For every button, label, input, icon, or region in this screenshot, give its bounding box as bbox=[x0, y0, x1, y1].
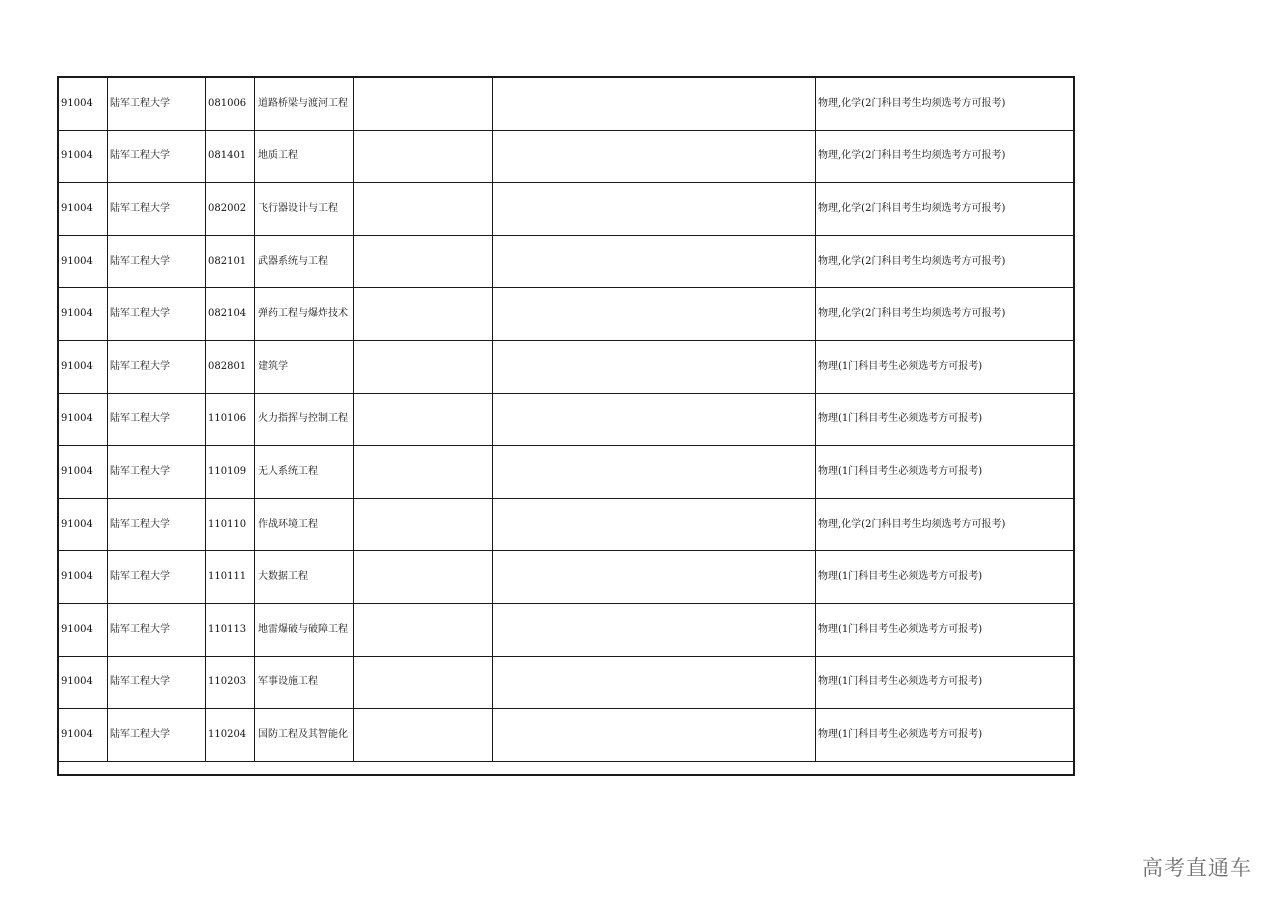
major-name-cell: 大数据工程 bbox=[255, 551, 354, 604]
table-row bbox=[59, 498, 1075, 551]
major-name-cell: 军事设施工程 bbox=[255, 656, 354, 709]
school-name-cell: 陆军工程大学 bbox=[108, 183, 206, 236]
subject-requirement-cell: 物理(1门科目考生必须选考方可报考) bbox=[816, 393, 1075, 446]
table-row bbox=[59, 551, 1075, 604]
school-name-cell: 陆军工程大学 bbox=[108, 498, 206, 551]
empty-cell bbox=[354, 498, 493, 551]
empty-cell bbox=[493, 393, 816, 446]
empty-cell bbox=[493, 340, 816, 393]
major-name-cell: 无人系统工程 bbox=[255, 446, 354, 499]
table-row bbox=[59, 340, 1075, 393]
empty-cell bbox=[493, 235, 816, 288]
major-name-cell: 国防工程及其智能化 bbox=[255, 709, 354, 762]
empty-cell bbox=[493, 709, 816, 762]
major-code-cell: 082002 bbox=[206, 183, 255, 236]
table-row bbox=[59, 130, 1075, 183]
school-name-cell: 陆军工程大学 bbox=[108, 656, 206, 709]
table-row bbox=[59, 446, 1075, 499]
school-name-cell: 陆军工程大学 bbox=[108, 603, 206, 656]
school-name-cell: 陆军工程大学 bbox=[108, 130, 206, 183]
watermark-text: 高考直通车 bbox=[1142, 856, 1252, 880]
subject-requirement-cell: 物理,化学(2门科目考生均须选考方可报考) bbox=[816, 78, 1075, 131]
empty-cell bbox=[354, 183, 493, 236]
major-code-cell: 110106 bbox=[206, 393, 255, 446]
subject-requirement-cell: 物理,化学(2门科目考生均须选考方可报考) bbox=[816, 130, 1075, 183]
empty-cell bbox=[493, 78, 816, 131]
empty-cell bbox=[354, 656, 493, 709]
major-code-cell: 082801 bbox=[206, 340, 255, 393]
major-code-cell: 081401 bbox=[206, 130, 255, 183]
school-code-cell: 91004 bbox=[59, 446, 108, 499]
major-code-cell: 110204 bbox=[206, 709, 255, 762]
table-row bbox=[59, 709, 1075, 762]
subject-requirement-cell: 物理,化学(2门科目考生均须选考方可报考) bbox=[816, 498, 1075, 551]
table-row bbox=[59, 656, 1075, 709]
subject-requirement-cell: 物理(1门科目考生必须选考方可报考) bbox=[816, 340, 1075, 393]
major-code-cell: 082104 bbox=[206, 288, 255, 341]
subject-requirement-cell: 物理,化学(2门科目考生均须选考方可报考) bbox=[816, 235, 1075, 288]
major-name-cell: 地雷爆破与破障工程 bbox=[255, 603, 354, 656]
school-name-cell: 陆军工程大学 bbox=[108, 446, 206, 499]
school-code-cell: 91004 bbox=[59, 498, 108, 551]
subject-requirement-cell: 物理(1门科目考生必须选考方可报考) bbox=[816, 551, 1075, 604]
table-row bbox=[59, 78, 1075, 131]
empty-cell bbox=[493, 551, 816, 604]
empty-cell bbox=[493, 130, 816, 183]
empty-cell bbox=[493, 656, 816, 709]
subject-requirement-cell: 物理,化学(2门科目考生均须选考方可报考) bbox=[816, 183, 1075, 236]
empty-cell bbox=[354, 446, 493, 499]
empty-cell bbox=[354, 709, 493, 762]
empty-cell bbox=[354, 393, 493, 446]
subject-requirement-cell: 物理(1门科目考生必须选考方可报考) bbox=[816, 446, 1075, 499]
subject-requirement-cell: 物理(1门科目考生必须选考方可报考) bbox=[816, 603, 1075, 656]
school-name-cell: 陆军工程大学 bbox=[108, 393, 206, 446]
school-code-cell: 91004 bbox=[59, 340, 108, 393]
major-code-cell: 110110 bbox=[206, 498, 255, 551]
school-code-cell: 91004 bbox=[59, 288, 108, 341]
school-name-cell: 陆军工程大学 bbox=[108, 340, 206, 393]
school-name-cell: 陆军工程大学 bbox=[108, 78, 206, 131]
major-name-cell: 作战环境工程 bbox=[255, 498, 354, 551]
empty-cell bbox=[354, 551, 493, 604]
subject-requirement-cell: 物理(1门科目考生必须选考方可报考) bbox=[816, 709, 1075, 762]
empty-cell bbox=[354, 603, 493, 656]
school-code-cell: 91004 bbox=[59, 130, 108, 183]
table-row bbox=[59, 288, 1075, 341]
school-code-cell: 91004 bbox=[59, 603, 108, 656]
subject-requirement-cell: 物理,化学(2门科目考生均须选考方可报考) bbox=[816, 288, 1075, 341]
major-name-cell: 地质工程 bbox=[255, 130, 354, 183]
school-code-cell: 91004 bbox=[59, 656, 108, 709]
major-name-cell: 道路桥梁与渡河工程 bbox=[255, 78, 354, 131]
empty-cell bbox=[354, 130, 493, 183]
school-code-cell: 91004 bbox=[59, 551, 108, 604]
major-name-cell: 弹药工程与爆炸技术 bbox=[255, 288, 354, 341]
school-code-cell: 91004 bbox=[59, 78, 108, 131]
empty-cell bbox=[493, 603, 816, 656]
table-row bbox=[59, 183, 1075, 236]
table-row bbox=[59, 393, 1075, 446]
empty-cell bbox=[354, 340, 493, 393]
major-code-cell: 081006 bbox=[206, 78, 255, 131]
table-row bbox=[59, 603, 1075, 656]
major-code-cell: 110113 bbox=[206, 603, 255, 656]
empty-cell bbox=[354, 235, 493, 288]
major-name-cell: 飞行器设计与工程 bbox=[255, 183, 354, 236]
major-name-cell: 建筑学 bbox=[255, 340, 354, 393]
school-code-cell: 91004 bbox=[59, 183, 108, 236]
major-code-cell: 110111 bbox=[206, 551, 255, 604]
major-requirements-table bbox=[58, 77, 1075, 762]
major-code-cell: 082101 bbox=[206, 235, 255, 288]
empty-cell bbox=[354, 288, 493, 341]
school-code-cell: 91004 bbox=[59, 393, 108, 446]
school-name-cell: 陆军工程大学 bbox=[108, 288, 206, 341]
empty-cell bbox=[354, 78, 493, 131]
school-name-cell: 陆军工程大学 bbox=[108, 709, 206, 762]
table-row bbox=[59, 235, 1075, 288]
school-name-cell: 陆军工程大学 bbox=[108, 235, 206, 288]
empty-cell bbox=[493, 183, 816, 236]
school-name-cell: 陆军工程大学 bbox=[108, 551, 206, 604]
table-body bbox=[59, 78, 1075, 762]
empty-cell bbox=[493, 498, 816, 551]
major-name-cell: 火力指挥与控制工程 bbox=[255, 393, 354, 446]
school-code-cell: 91004 bbox=[59, 709, 108, 762]
subject-requirement-cell: 物理(1门科目考生必须选考方可报考) bbox=[816, 656, 1075, 709]
major-name-cell: 武器系统与工程 bbox=[255, 235, 354, 288]
major-code-cell: 110109 bbox=[206, 446, 255, 499]
major-code-cell: 110203 bbox=[206, 656, 255, 709]
empty-cell bbox=[493, 288, 816, 341]
empty-cell bbox=[493, 446, 816, 499]
school-code-cell: 91004 bbox=[59, 235, 108, 288]
